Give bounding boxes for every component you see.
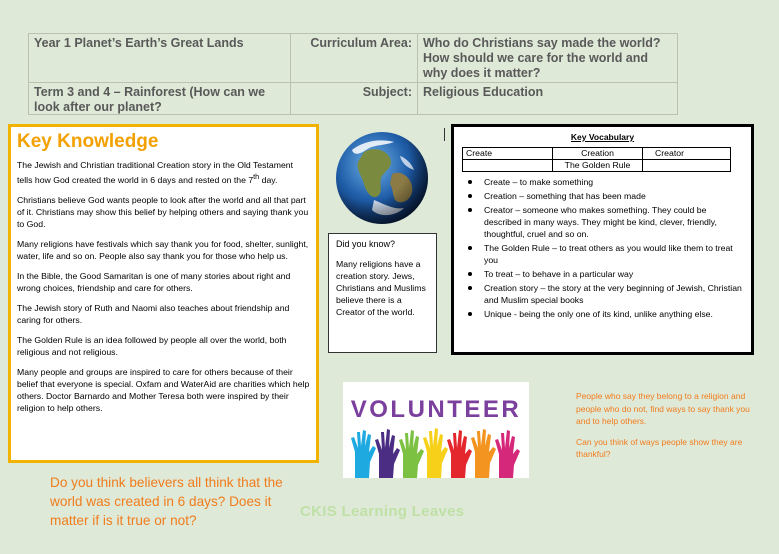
key-knowledge-paragraph <box>17 159 310 186</box>
curriculum-area-label: Curriculum Area: <box>291 34 418 83</box>
vocabulary-list <box>460 176 745 320</box>
list-item: Creation – something that has been made <box>460 190 745 202</box>
kk-p1-superscript: th <box>253 172 260 181</box>
list-item: The Golden Rule – to treat others as you would like them to treat you <box>460 242 745 267</box>
table-cell: The Golden Rule <box>553 160 643 172</box>
key-knowledge-paragraph: Many people and groups are inspired to care for others because of their belief that everyone is special. Oxfam and WaterAid are charities which help others. Doctor Barnardo and Mother Teresa both were inspired by their religion to help others. <box>17 366 310 413</box>
table-row <box>463 160 731 172</box>
table-cell: Creator <box>643 148 731 160</box>
side-note-text: People who say they belong to a religion and people who do not, find ways to say thank you and to help others. <box>576 391 750 426</box>
list-item: To treat – to behave in a particular way <box>460 268 745 280</box>
list-item: Creation story – the story at the very beginning of Jewish, Christian and Muslim special books <box>460 282 745 307</box>
earth-image <box>334 130 430 226</box>
key-knowledge-paragraph: The Golden Rule is an idea followed by people all over the world, both religious and not religious. <box>17 334 287 357</box>
term-label: Term 3 and 4 – Rainforest (How can we look after our planet? <box>29 83 291 115</box>
side-note <box>576 390 756 469</box>
discussion-question: Do you think believers all think that the world was created in 6 days? Does it matter if is it true or not? <box>50 475 283 528</box>
table-cell <box>643 160 731 172</box>
list-item: Unique - being the only one of its kind, unlike anything else. <box>460 308 745 320</box>
key-knowledge-box <box>8 124 319 463</box>
did-you-know-text: Many religions have a creation story. Jews, Christians and Muslims believe there is a Creator of the world. <box>336 259 426 317</box>
table-cell: Create <box>463 148 553 160</box>
volunteer-image <box>343 382 529 478</box>
did-you-know-box <box>328 233 437 353</box>
volunteer-word: VOLUNTEER <box>350 396 522 423</box>
kk-p1-end: day. <box>259 174 278 185</box>
curriculum-area-value: Who do Christians say made the world? How should we care for the world and why does it matter? <box>418 34 678 83</box>
side-note-question: Can you think of ways people show they are thankful? <box>576 436 743 459</box>
did-you-know-title: Did you know? <box>336 239 396 249</box>
brand-watermark: CKIS Learning Leaves <box>300 503 465 520</box>
vocabulary-table <box>462 147 731 172</box>
key-vocabulary-title: Key Vocabulary <box>570 132 635 142</box>
table-cell: Creation <box>553 148 643 160</box>
key-knowledge-title: Key Knowledge <box>17 131 159 152</box>
unit-title: Year 1 Planet’s Earth’s Great Lands <box>29 34 291 83</box>
text-cursor <box>444 128 445 141</box>
subject-label: Subject: <box>291 83 418 115</box>
raised-hands-icon <box>343 382 529 478</box>
subject-value: Religious Education <box>423 85 544 99</box>
list-item: Creator – someone who makes something. They could be described in many ways. They might be kind, clever, friendly, thoughtful, cruel and so on. <box>460 204 745 241</box>
kk-p1-text: The Jewish and Christian traditional Creation story in the Old Testament tells how God created the world in 6 days and rested on the 7 <box>17 160 294 185</box>
table-row <box>463 148 731 160</box>
header-table <box>28 33 678 115</box>
key-knowledge-paragraph: The Jewish story of Ruth and Naomi also teaches about friendship and caring for others. <box>17 302 290 325</box>
key-knowledge-paragraph: Christians believe God wants people to look after the world and all that part of it. Christians may show this belief by helping others and saying thank you to God. <box>17 194 309 229</box>
list-item: Create – to make something <box>460 176 745 188</box>
key-vocabulary-box <box>451 124 754 355</box>
key-knowledge-paragraph: Many religions have festivals which say thank you for food, shelter, sunlight, water, life and so on. People also say thank you for those who help us. <box>17 238 309 261</box>
key-knowledge-paragraph: In the Bible, the Good Samaritan is one of many stories about right and wrong choices, friendship and care for others. <box>17 270 291 293</box>
table-cell <box>463 160 553 172</box>
